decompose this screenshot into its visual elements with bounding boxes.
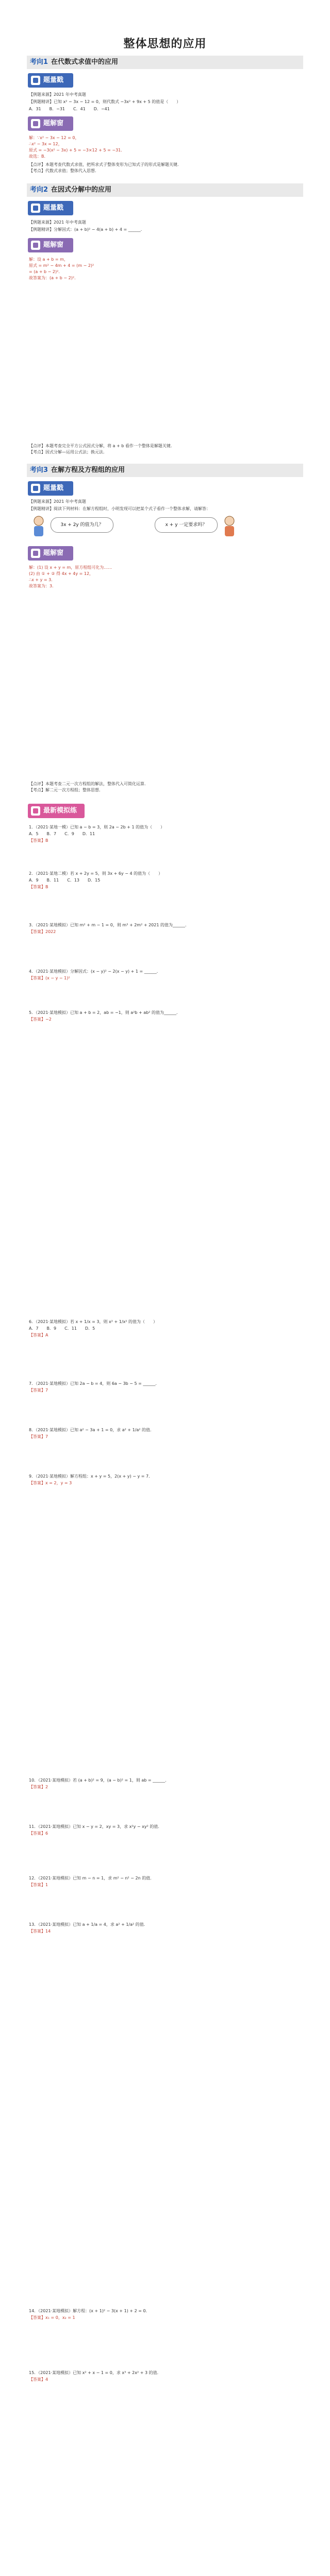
example-tag: 题量戳 — [28, 201, 73, 215]
practice-question: 10．（2021·某地模拟）若 (a + b)² = 9，(a − b)² = 1，则 ab = ______． — [29, 1778, 170, 1783]
clipboard-icon — [31, 484, 40, 493]
section-header-2: 考向2 在因式分解中的应用 — [27, 183, 303, 197]
practice-question: 9．（2021·某地模拟）解方程组：x + y = 5，2(x + y) − y = 7． — [29, 1474, 153, 1479]
section-header-3: 考向3 在解方程及方程组的应用 — [27, 464, 303, 477]
practice-options: A．9 B．11 C．13 D．15 — [29, 878, 101, 883]
example-question: 【例题精讲】分解因式：(a + b)² − 4(a + b) + 4 = ______． — [29, 227, 145, 232]
practice-answer: 【答案】B — [29, 838, 48, 843]
example-source: 【例题来源】2021 年中考真题 — [29, 499, 86, 504]
practice-answer: 【答案】−2 — [29, 1017, 52, 1022]
practice-answer: 【答案】1 — [29, 1883, 48, 1887]
solution-line: 解：(1) 设 x + y = m，原方程组可化为…… — [29, 565, 112, 570]
solution-line: 故答案为：3． — [29, 584, 57, 588]
example-tag: 题量戳 — [28, 481, 73, 496]
practice-question: 11．（2021·某地模拟）已知 x − y = 2，xy = 3，求 x²y − xy² 的值． — [29, 1824, 162, 1829]
comment-text: 【点评】本题考查完全平方公式因式分解，将 a + b 看作一个整体是解题关键． — [29, 444, 175, 448]
practice-question: 2．（2021·某地二模）若 x + 2y = 5，则 3x + 6y − 4 的值为（ ） — [29, 871, 163, 876]
answer-tag: 题解窗 — [28, 116, 73, 131]
student-illustration — [222, 515, 237, 538]
solution-line: 原式 = −3(x² − 3x) + 5 = −3×12 + 5 = −31． — [29, 148, 125, 152]
solution-line: 原式 = m² − 4m + 4 = (m − 2)² — [29, 263, 94, 268]
comment-text: 【点评】本题考查代数式求值，把所求式子整体变形为已知式子的形式是解题关键． — [29, 162, 182, 167]
solution-line: 故选：B． — [29, 154, 48, 159]
clipboard-icon — [31, 76, 40, 85]
practice-tag: 最新模拟练 — [28, 804, 85, 818]
solution-line: ∴x + y = 3． — [29, 578, 56, 582]
thought-bubble: x + y 一定要求吗？ — [155, 517, 218, 533]
page-title: 整体思想的应用 — [123, 38, 207, 50]
example-question: 【例题精讲】已知 x² − 3x − 12 = 0，则代数式 −3x² + 9x + 5 的值是（ ） — [29, 99, 181, 104]
practice-question: 4．（2021·某地模拟）分解因式：(x − y)² − 2(x − y) + 1 = ______． — [29, 969, 161, 974]
student-illustration — [31, 515, 46, 538]
practice-question: 1．（2021·某地一模）已知 a − b = 3，则 2a − 2b + 1 的值为（ ） — [29, 825, 165, 829]
practice-answer: 【答案】7 — [29, 1434, 48, 1439]
practice-question: 8．（2021·某地模拟）已知 a² − 3a + 1 = 0，求 a² + 1/a² 的值． — [29, 1428, 155, 1432]
section-header-1 — [27, 56, 303, 69]
knowledge-point: 【考点】因式分解—运用公式法；换元法． — [29, 450, 107, 454]
practice-answer: 【答案】x₁ = 0，x₂ = 1 — [29, 2315, 75, 2320]
practice-question: 15．（2021·某地模拟）已知 x² + x − 1 = 0，求 x³ + 2x² + 3 的值． — [29, 2370, 161, 2375]
knowledge-point: 【考点】代数式求值；整体代入思想． — [29, 168, 99, 173]
example-question: 【例题精讲】阅读下列材料：在解方程组时，小明发现可以把某个式子看作一个整体求解，请解答： — [29, 506, 210, 511]
practice-options: A．7 B．9 C．11 D．5 — [29, 1326, 95, 1331]
section-name: 在代数式求值中的应用 — [51, 58, 119, 66]
solution-line: (2) 由 ① + ② 得 4x + 4y = 12， — [29, 571, 94, 576]
practice-answer: 【答案】14 — [29, 1929, 51, 1934]
practice-question: 13．（2021·某地模拟）已知 a + 1/a = 4，求 a² + 1/a² 的值． — [29, 1922, 148, 1927]
practice-question: 3．（2021·某地模拟）已知 m² + m − 1 = 0，则 m³ + 2m² + 2021 的值为______． — [29, 923, 189, 927]
practice-question: 12．（2021·某地模拟）已知 m − n = 1，求 m² − n² − 2n 的值． — [29, 1876, 155, 1880]
practice-answer: 【答案】(x − y − 1)² — [29, 976, 70, 980]
pencil-icon — [31, 549, 40, 558]
solution-line: ∴x² − 3x = 12， — [29, 142, 62, 146]
practice-answer: 【答案】2 — [29, 1785, 48, 1789]
solution-line: 解：∵x² − 3x − 12 = 0， — [29, 135, 79, 140]
example-source: 【例题来源】2021 年中考真题 — [29, 92, 86, 97]
section-number: 考向1 — [30, 58, 48, 66]
example-options: A．31 B．−31 C．41 D．−41 — [29, 107, 110, 111]
practice-question: 7．（2021·某地模拟）已知 2a − b = 4，则 6a − 3b − 5 = ______． — [29, 1381, 160, 1386]
practice-answer: 【答案】6 — [29, 1831, 48, 1836]
knowledge-point: 【考点】解二元一次方程组；整体思想． — [29, 788, 103, 792]
solution-line: 故答案为：(a + b − 2)²． — [29, 276, 79, 280]
practice-answer: 【答案】A — [29, 1333, 48, 1337]
practice-answer: 【答案】7 — [29, 1388, 48, 1393]
pencil-icon — [31, 119, 40, 128]
example-tag: 题量戳 — [28, 73, 73, 88]
practice-answer: 【答案】4 — [29, 2377, 48, 2382]
solution-line: = (a + b − 2)²． — [29, 269, 63, 274]
star-icon — [31, 806, 40, 816]
practice-question: 6．（2021·某地模拟）若 x + 1/x = 3，则 x² + 1/x² 的值为（ ） — [29, 1319, 157, 1324]
practice-question: 5．（2021·某地模拟）已知 a + b = 2，ab = −1，则 a²b + ab² 的值为______． — [29, 1010, 180, 1015]
practice-answer: 【答案】B — [29, 885, 48, 889]
practice-answer: 【答案】x = 2，y = 3 — [29, 1481, 72, 1485]
thought-bubble: 3x + 2y 的值为几？ — [51, 517, 113, 533]
practice-answer: 【答案】2022 — [29, 929, 56, 934]
answer-tag: 题解窗 — [28, 238, 73, 252]
answer-tag: 题解窗 — [28, 546, 73, 561]
comment-text: 【点评】本题考查二元一次方程组的解法，整体代入可简化运算． — [29, 782, 148, 786]
solution-line: 解：设 a + b = m， — [29, 257, 68, 262]
practice-options: A．5 B．7 C．9 D．11 — [29, 832, 95, 836]
practice-question: 14．（2021·某地模拟）解方程：(x + 1)² − 3(x + 1) + 2 = 0． — [29, 2309, 150, 2313]
clipboard-icon — [31, 204, 40, 213]
example-source: 【例题来源】2021 年中考真题 — [29, 220, 86, 225]
pencil-icon — [31, 241, 40, 250]
